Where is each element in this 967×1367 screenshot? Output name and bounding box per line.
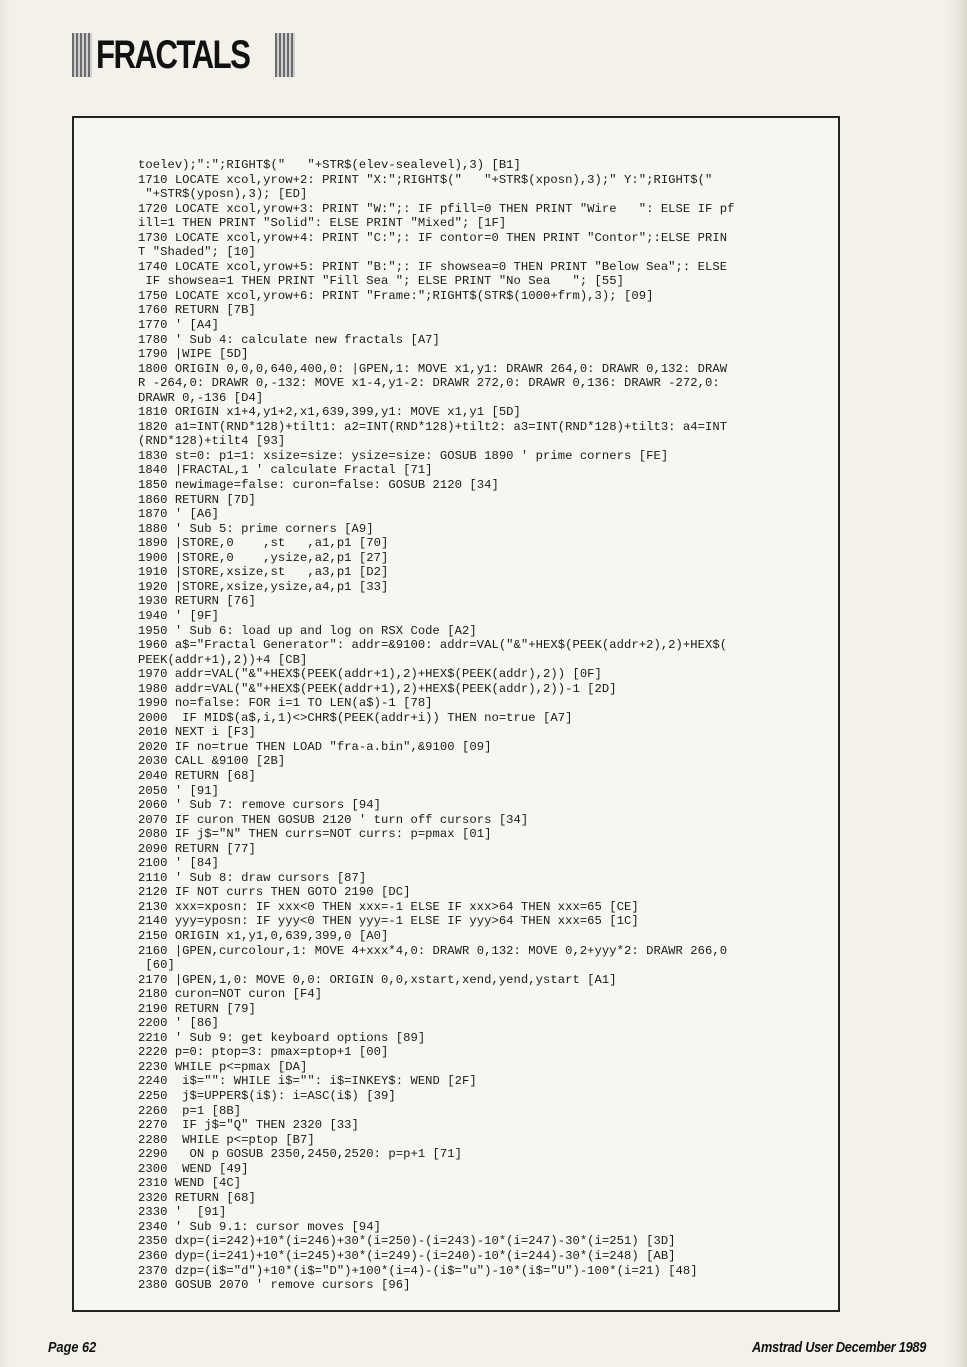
listing-line: (RND*128)+tilt4 [93] <box>138 434 286 449</box>
listing-line: 2140 yyy=yposn: IF yyy<0 THEN yyy=-1 ELSE IF yyy>64 THEN xxx=65 [1C] <box>138 914 639 929</box>
program-listing-box <box>72 116 840 1312</box>
listing-line: PEEK(addr+1),2))+4 [CB] <box>138 652 308 667</box>
listing-line: 2150 ORIGIN x1,y1,0,639,399,0 [A0] <box>138 928 389 943</box>
listing-line: 1880 ' Sub 5: prime corners [A9] <box>138 521 374 536</box>
listing-line: 1820 a1=INT(RND*128)+tilt1: a2=INT(RND*128)+tilt2: a3=INT(RND*128)+tilt3: a4=INT <box>138 419 728 434</box>
listing-line: DRAWR 0,-136 [D4] <box>138 390 264 405</box>
page-binding-shadow <box>0 0 10 1367</box>
listing-line: 2040 RETURN [68] <box>138 768 256 783</box>
listing-line: [60] <box>138 958 175 973</box>
listing-line: 1860 RETURN [7D] <box>138 492 256 507</box>
listing-line: 2220 p=0: ptop=3: pmax=ptop+1 [00] <box>138 1045 389 1060</box>
listing-line: 2060 ' Sub 7: remove cursors [94] <box>138 798 382 813</box>
listing-line: IF showsea=1 THEN PRINT "Fill Sea "; ELSE PRINT "No Sea "; [55] <box>138 274 625 289</box>
listing-line: 2030 CALL &9100 [2B] <box>138 754 286 769</box>
listing-line: 1810 ORIGIN x1+4,y1+2,x1,639,399,y1: MOVE x1,y1 [5D] <box>138 405 521 420</box>
listing-line: 1910 |STORE,xsize,st ,a3,p1 [D2] <box>138 565 389 580</box>
listing-line: 2280 WHILE p<=ptop [B7] <box>138 1132 315 1147</box>
listing-line: 2180 curon=NOT curon [F4] <box>138 987 323 1002</box>
section-title: FRACTALS <box>96 33 250 77</box>
listing-line: 1800 ORIGIN 0,0,0,640,400,0: |GPEN,1: MOVE x1,y1: DRAWR 264,0: DRAWR 0,132: DRAW <box>138 361 728 376</box>
listing-line: 2200 ' [86] <box>138 1016 220 1031</box>
listing-line: 2290 ON p GOSUB 2350,2450,2520: p=p+1 [71] <box>138 1147 463 1162</box>
listing-line: 2050 ' [91] <box>138 783 220 798</box>
listing-line: 1960 a$="Fractal Generator": addr=&9100: addr=VAL("&"+HEX$(PEEK(addr+2),2)+HEX$( <box>138 638 728 653</box>
program-listing <box>138 158 826 1293</box>
listing-line: 1720 LOCATE xcol,yrow+3: PRINT "W:";: IF pfill=0 THEN PRINT "Wire ": ELSE IF pf <box>138 201 735 216</box>
listing-line: 2330 ' [91] <box>138 1205 227 1220</box>
header-hatch-right <box>275 33 295 77</box>
listing-line: 1950 ' Sub 6: load up and log on RSX Code [A2] <box>138 623 477 638</box>
listing-line: 2270 IF j$="Q" THEN 2320 [33] <box>138 1118 359 1133</box>
listing-line: 2340 ' Sub 9.1: cursor moves [94] <box>138 1219 382 1234</box>
listing-line: T "Shaded"; [10] <box>138 245 256 260</box>
section-header <box>72 32 295 78</box>
listing-line: 1990 no=false: FOR i=1 TO LEN(a$)-1 [78] <box>138 696 433 711</box>
listing-line: 1840 |FRACTAL,1 ' calculate Fractal [71] <box>138 463 433 478</box>
listing-line: 1830 st=0: p1=1: xsize=size: ysize=size: GOSUB 1890 ' prime corners [FE] <box>138 448 669 463</box>
listing-line: 2250 j$=UPPER$(i$): i=ASC(i$) [39] <box>138 1089 396 1103</box>
listing-line: R -264,0: DRAWR 0,-132: MOVE x1-4,y1-2: DRAWR 272,0: DRAWR 0,136: DRAWR -272,0: <box>138 376 720 391</box>
listing-line: 1710 LOCATE xcol,yrow+2: PRINT "X:";RIGHT$(" "+STR$(xposn),3);" Y:";RIGHT$(" <box>138 172 713 187</box>
listing-line: 1770 ' [A4] <box>138 318 220 333</box>
listing-line: 2120 IF NOT currs THEN GOTO 2190 [DC] <box>138 885 411 900</box>
listing-line: 1760 RETURN [7B] <box>138 303 256 318</box>
listing-line: 1870 ' [A6] <box>138 507 220 522</box>
listing-line: 1920 |STORE,xsize,ysize,a4,p1 [33] <box>138 579 389 594</box>
listing-line: 1940 ' [9F] <box>138 608 220 623</box>
listing-line: ill=1 THEN PRINT "Solid": ELSE PRINT "Mixed"; [1F] <box>138 216 507 231</box>
listing-line: 1740 LOCATE xcol,yrow+5: PRINT "B:";: IF showsea=0 THEN PRINT "Below Sea";: ELSE <box>138 259 728 274</box>
page-number: Page 62 <box>48 1339 97 1356</box>
listing-line: 2260 p=1 [8B] <box>138 1103 242 1118</box>
listing-line: 2110 ' Sub 8: draw cursors [87] <box>138 870 367 885</box>
listing-line: 2310 WEND [4C] <box>138 1176 242 1191</box>
publication-credit: Amstrad User December 1989 <box>752 1339 927 1356</box>
listing-line: 2370 dzp=(i$="d")+10*(i$="D")+100*(i=4)-(i$="u")-10*(i$="U")-100*(i=21) [48] <box>138 1263 698 1278</box>
listing-line: 1780 ' Sub 4: calculate new fractals [A7] <box>138 332 440 347</box>
listing-line: 2070 IF curon THEN GOSUB 2120 ' turn off cursors [34] <box>138 812 529 827</box>
listing-line: 2240 i$="": WHILE i$="": i$=INKEY$: WEND [2F] <box>138 1074 477 1089</box>
listing-line: 1730 LOCATE xcol,yrow+4: PRINT "C:";: IF contor=0 THEN PRINT "Contor";:ELSE PRIN <box>138 230 728 245</box>
listing-line: 2020 IF no=true THEN LOAD "fra-a.bin",&9100 [09] <box>138 739 492 754</box>
listing-line: 1890 |STORE,0 ,st ,a1,p1 [70] <box>138 536 389 551</box>
listing-line: 2320 RETURN [68] <box>138 1190 256 1205</box>
listing-line: 1900 |STORE,0 ,ysize,a2,p1 [27] <box>138 550 389 565</box>
listing-line: 1750 LOCATE xcol,yrow+6: PRINT "Frame:";RIGHT$(STR$(1000+frm),3); [09] <box>138 288 654 303</box>
listing-line: 1850 newimage=false: curon=false: GOSUB 2120 [34] <box>138 478 499 493</box>
header-hatch-left <box>72 33 92 77</box>
page-edge-shadow <box>945 0 967 1367</box>
listing-line: 2130 xxx=xposn: IF xxx<0 THEN xxx=-1 ELSE IF xxx>64 THEN xxx=65 [CE] <box>138 899 639 914</box>
listing-line: 1980 addr=VAL("&"+HEX$(PEEK(addr+1),2)+HEX$(PEEK(addr),2))-1 [2D] <box>138 681 617 696</box>
listing-line: 2090 RETURN [77] <box>138 841 256 856</box>
listing-line: 2300 WEND [49] <box>138 1161 249 1176</box>
listing-line: 2380 GOSUB 2070 ' remove cursors [96] <box>138 1278 411 1293</box>
listing-line: 2360 dyp=(i=241)+10*(i=245)+30*(i=249)-(i=240)-10*(i=244)-30*(i=248) [AB] <box>138 1249 676 1264</box>
listing-line: 2170 |GPEN,1,0: MOVE 0,0: ORIGIN 0,0,xstart,xend,yend,ystart [A1] <box>138 972 617 987</box>
listing-line: 2230 WHILE p<=pmax [DA] <box>138 1059 308 1074</box>
listing-line: 2100 ' [84] <box>138 856 220 871</box>
listing-line: 2190 RETURN [79] <box>138 1001 256 1016</box>
listing-line: 1970 addr=VAL("&"+HEX$(PEEK(addr+1),2)+HEX$(PEEK(addr),2)) [0F] <box>138 667 602 682</box>
listing-line: 2350 dxp=(i=242)+10*(i=246)+30*(i=250)-(i=243)-10*(i=247)-30*(i=251) [3D] <box>138 1234 676 1249</box>
listing-line: 2210 ' Sub 9: get keyboard options [89] <box>138 1030 426 1045</box>
listing-line: "+STR$(yposn),3); [ED] <box>138 187 308 202</box>
listing-line: toelev);":";RIGHT$(" "+STR$(elev-sealevel),3) [B1] <box>138 158 521 172</box>
listing-line: 1790 |WIPE [5D] <box>138 347 249 362</box>
listing-line: 1930 RETURN [76] <box>138 594 256 609</box>
listing-line: 2080 IF j$="N" THEN currs=NOT currs: p=pmax [01] <box>138 827 492 842</box>
listing-line: 2010 NEXT i [F3] <box>138 725 256 740</box>
listing-line: 2160 |GPEN,curcolour,1: MOVE 4+xxx*4,0: DRAWR 0,132: MOVE 0,2+yyy*2: DRAWR 266,0 <box>138 943 728 958</box>
listing-line: 2000 IF MID$(a$,i,1)<>CHR$(PEEK(addr+i)) THEN no=true [A7] <box>138 710 573 725</box>
